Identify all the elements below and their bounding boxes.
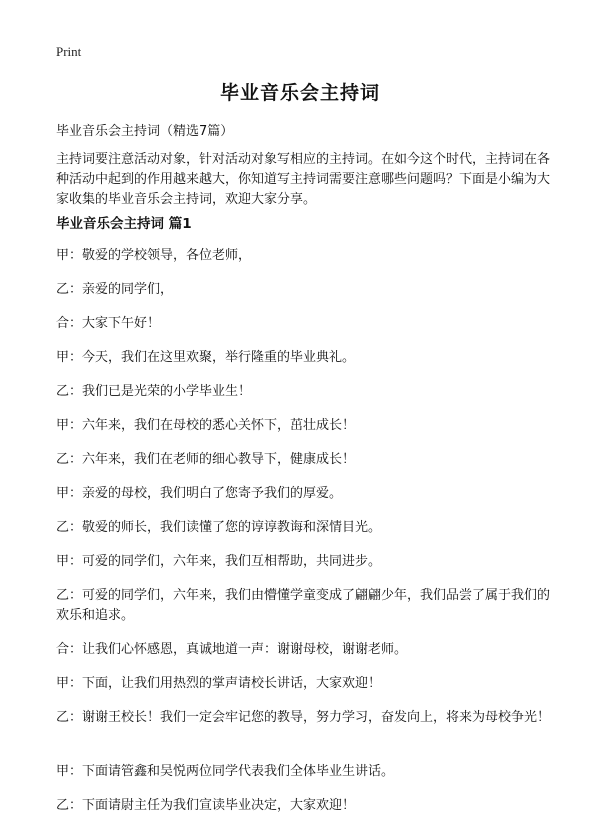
script-line: 乙：谢谢王校长！我们一定会牢记您的教导，努力学习，奋发向上，将来为母校争光！ (56, 710, 551, 725)
document-subtitle: 毕业音乐会主持词（精选7篇） (56, 124, 234, 139)
script-line: 乙：可爱的同学们，六年来，我们由懵懂学童变成了翩翩少年，我们品尝了属于我们的欢乐和追求。 (56, 588, 551, 623)
intro-paragraph: 主持词要注意活动对象，针对活动对象写相应的主持词。在如今这个时代，主持词在各种活动中起到的作用越来越大，你知道写主持词需要注意哪些问题吗？下面是小编为大家收集的毕业音乐会主持词，欢迎大家分享。 (56, 152, 551, 207)
script-line: 乙：下面请尉主任为我们宣读毕业决定，大家欢迎！ (56, 798, 356, 813)
script-line: 甲：今天，我们在这里欢聚，举行隆重的毕业典礼。 (56, 350, 356, 365)
script-line: 乙：我们已是光荣的小学毕业生！ (56, 384, 252, 399)
print-link[interactable]: Print (56, 44, 82, 59)
script-line: 合：大家下午好！ (56, 316, 161, 331)
script-line: 甲：下面请管鑫和吴悦两位同学代表我们全体毕业生讲话。 (56, 764, 395, 779)
script-line: 乙：亲爱的同学们， (56, 282, 174, 297)
script-line: 甲：亲爱的母校，我们明白了您寄予我们的厚爱。 (56, 486, 343, 501)
section-heading: 毕业音乐会主持词 篇1 (56, 216, 192, 232)
script-line: 乙：六年来，我们在老师的细心教导下，健康成长！ (56, 452, 356, 467)
page-title: 毕业音乐会主持词 (219, 82, 380, 104)
script-line: 甲：敬爱的学校领导，各位老师， (56, 248, 252, 263)
script-line: 甲：可爱的同学们，六年来，我们互相帮助，共同进步。 (56, 554, 382, 569)
script-line: 甲：下面，让我们用热烈的掌声请校长讲话，大家欢迎！ (56, 676, 382, 691)
script-line: 乙：敬爱的师长，我们读懂了您的谆谆教诲和深情目光。 (56, 520, 382, 535)
script-line: 合：让我们心怀感恩，真诚地道一声：谢谢母校，谢谢老师。 (56, 642, 408, 657)
script-line: 甲：六年来，我们在母校的悉心关怀下，茁壮成长！ (56, 418, 356, 433)
